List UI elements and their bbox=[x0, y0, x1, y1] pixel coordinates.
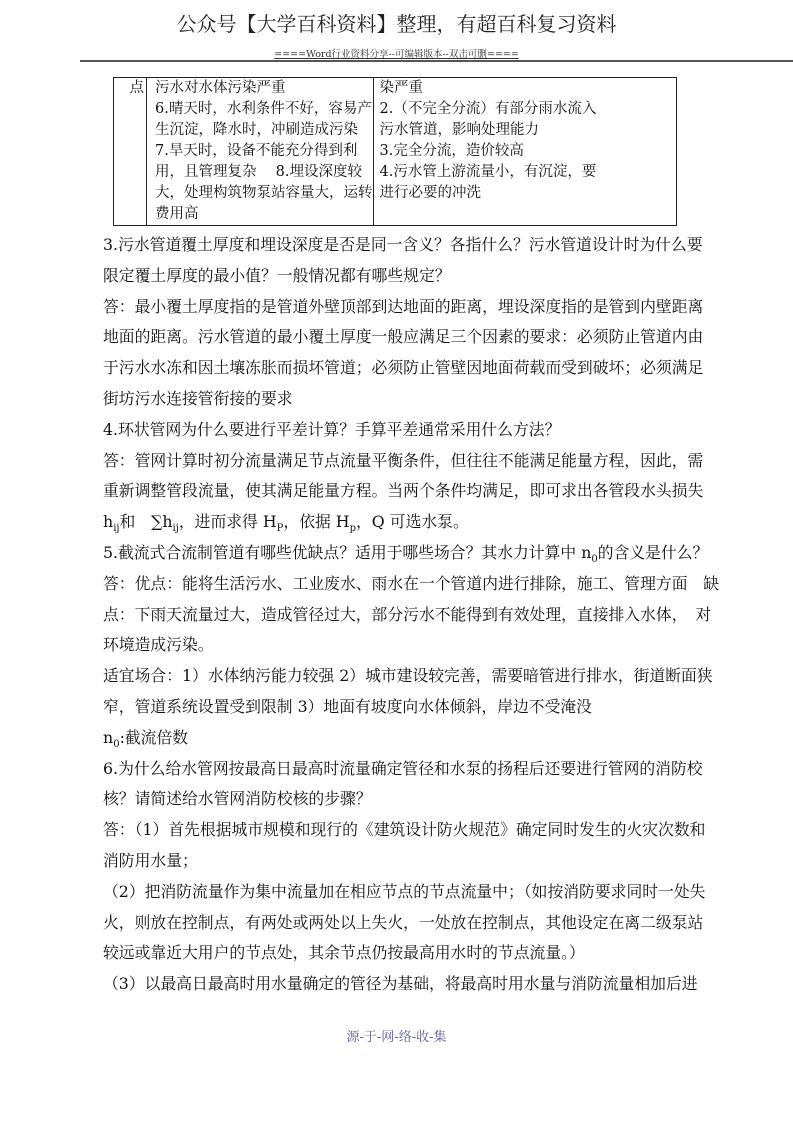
text-line: 于污水水冻和因土壤冻胀而损坏管道；必须防止管壁因地面荷载而受到破坏；必须满足 bbox=[103, 358, 704, 378]
text-line: 6.为什么给水管网按最高日最高时流量确定管径和水泵的扬程后还要进行管网的消防校 bbox=[103, 758, 703, 778]
text-line: 适宜场合：1）水体纳污能力较强 2）城市建设较完善，需要暗管进行排水，街道断面狭 bbox=[103, 666, 713, 686]
text-line: 较远或靠近大用户的节点处，其余节点仍按最高用水时的节点流量。） bbox=[103, 943, 585, 963]
text: ，Q 可选水泵。 bbox=[356, 512, 469, 532]
text-line: 3.污水管道覆土厚度和埋设深度是否是同一含义？各指什么？污水管道设计时为什么要 bbox=[103, 235, 703, 254]
text-line: 污水管道，影响处理能力 bbox=[379, 122, 539, 138]
text: ，进而求得 H bbox=[178, 512, 277, 532]
text-line: 街坊污水连接管衔接的要求 bbox=[103, 388, 293, 408]
comparison-table bbox=[113, 77, 677, 226]
table-row bbox=[114, 78, 677, 226]
text-line: 核？请简述给水管网消防校核的步骤？ bbox=[103, 789, 372, 809]
text-line: 环境造成污染。 bbox=[103, 635, 214, 655]
text: :截流倍数 bbox=[119, 727, 189, 747]
text-line: 3.完全分流，造价较高 bbox=[379, 143, 524, 159]
text-line: 答：最小覆土厚度指的是管道外壁顶部到达地面的距离，埋设深度指的是管到内壁距离 bbox=[103, 296, 704, 316]
document-body bbox=[103, 230, 720, 1000]
text-line: 大，处理构筑物泵站容量大，运转 bbox=[155, 185, 373, 201]
text-line: （2）把消防流量作为集中流量加在相应节点的节点流量中；（如按消防要求同时一处失 bbox=[103, 881, 706, 901]
text-line: 限定覆土厚度的最小值？一般情况都有哪些规定？ bbox=[103, 265, 451, 285]
text-line: 答：管网计算时初分流量满足节点流量平衡条件，但往往不能满足能量方程，因此，需 bbox=[103, 450, 704, 470]
text: 的含义是什么？ bbox=[597, 542, 709, 562]
subscript: P bbox=[276, 523, 284, 535]
footer-text: 源-于-网-络-收-集 bbox=[346, 1030, 447, 1045]
text-line: 答：优点：能将生活污水、工业废水、雨水在一个管道内进行排除，施工、管理方面 缺 bbox=[103, 573, 720, 593]
text-line: 用，且管理复杂 8.埋设深度较 bbox=[155, 164, 362, 180]
text-line: 2.（不完全分流）有部分雨水流入 bbox=[379, 101, 597, 117]
text-line: 答：（1）首先根据城市规模和现行的《建筑设计防火规范》确定同时发生的火灾次数和 bbox=[103, 820, 706, 840]
formula-line bbox=[103, 507, 713, 538]
text-line: 重新调整管段流量，使其满足能量方程。当两个条件均满足，即可求出各管段水头损失 bbox=[103, 481, 704, 501]
subscript: ij bbox=[113, 523, 120, 535]
header-rule bbox=[80, 60, 793, 62]
text-line: （3）以最高日最高时用水量确定的管径为基础，将最高时用水量与消防流量相加后进 bbox=[103, 974, 698, 994]
text-line: 消防用水量； bbox=[103, 850, 198, 870]
text: ，依据 H bbox=[283, 512, 350, 532]
text-line: 4.污水管上游流量小，有沉淀，要 bbox=[379, 164, 597, 180]
text-line: 费用高 bbox=[155, 206, 199, 222]
n0-definition bbox=[103, 723, 713, 754]
text-line: 地面的距离。污水管道的最小覆土厚度一般应满足三个因素的要求：必须防止管道内由 bbox=[103, 327, 704, 347]
table-cell-label bbox=[114, 78, 147, 226]
subscript: 0 bbox=[113, 738, 120, 750]
question-5 bbox=[103, 538, 713, 569]
text: n bbox=[103, 727, 114, 747]
text-line: 染严重 bbox=[379, 80, 423, 96]
text-line: 点：下雨天流量过大，造成管径过大，部分污水不能得到有效处理，直接排入水体， 对 bbox=[103, 604, 712, 624]
subscript: p bbox=[349, 523, 356, 535]
text-line: 6.晴天时，水利条件不好，容易产 bbox=[155, 101, 372, 117]
text-line: 进行必要的冲洗 bbox=[379, 185, 481, 201]
text: 和 ∑h bbox=[119, 512, 173, 532]
text-line: 7.旱天时，设备不能充分得到利 bbox=[155, 143, 358, 159]
text: 5.截流式合流制管道有哪些优缺点？适用于哪些场合？其水力计算中 n bbox=[103, 542, 592, 562]
subscript: 0 bbox=[591, 553, 598, 565]
subscript: ij bbox=[172, 523, 179, 535]
text-line: 点 bbox=[129, 80, 144, 96]
text-line: 窄，管道系统设置受到限制 3）地面有坡度向水体倾斜，岸边不受淹没 bbox=[103, 696, 592, 716]
text: h bbox=[103, 512, 114, 532]
text-line: 污水对水体污染严重 bbox=[155, 80, 286, 96]
header-subtitle: ====Word行业资料分享--可编辑版本--双击可删==== bbox=[274, 49, 519, 60]
table-cell-right bbox=[373, 78, 676, 226]
text-line: 生沉淀，降水时，冲刷造成污染 bbox=[155, 122, 358, 138]
text-line: 火，则放在控制点，有两处或两处以上失火，一处放在控制点，其他设定在离二级泵站 bbox=[103, 912, 704, 932]
header-title: 公众号【大学百科资料】整理，有超百科复习资料 bbox=[176, 12, 617, 36]
table-cell-left bbox=[147, 78, 374, 226]
text-line: 4.环状管网为什么要进行平差计算？手算平差通常采用什么方法？ bbox=[103, 419, 561, 439]
